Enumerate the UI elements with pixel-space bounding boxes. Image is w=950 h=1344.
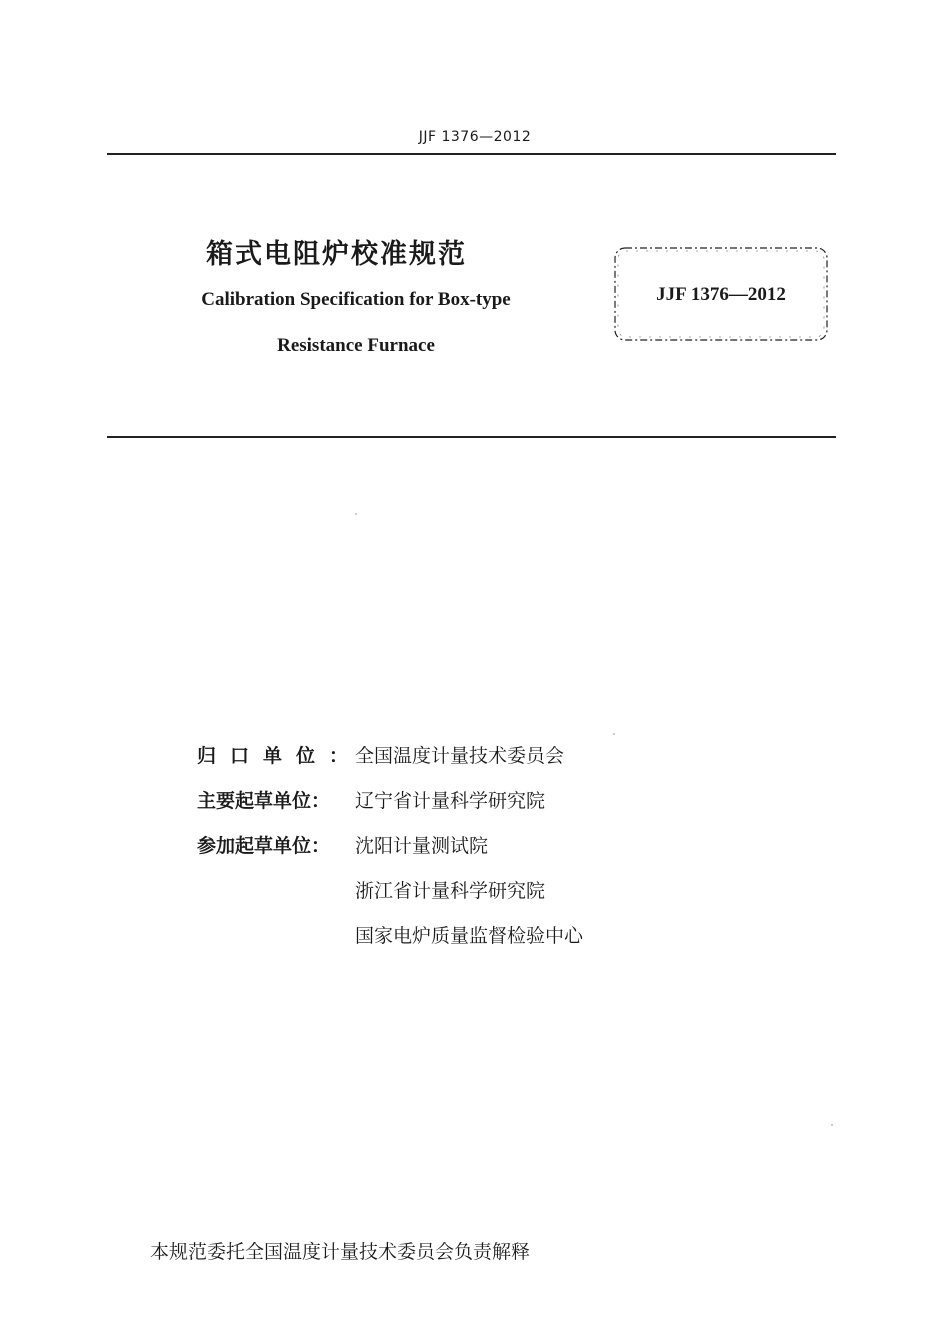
standard-code-box-text: JJF 1376—2012 (656, 284, 786, 305)
footer-interpretation-note: 本规范委托全国温度计量技术委员会负责解释 (150, 1241, 531, 1263)
title-english-line1: Calibration Specification for Box-type (201, 289, 511, 310)
scan-speck (831, 1124, 833, 1126)
org-label: 归口单位： (197, 745, 363, 767)
title-english-line2: Resistance Furnace (277, 335, 435, 356)
org-value: 辽宁省计量科学研究院 (355, 790, 546, 812)
bottom-divider (107, 436, 836, 438)
title-chinese: 箱式电阻炉校准规范 (206, 239, 467, 270)
scan-speck (355, 513, 357, 515)
standard-code-box (611, 244, 831, 344)
header-standard-code: JJF 1376—2012 (418, 129, 532, 145)
org-value: 全国温度计量技术委员会 (355, 745, 565, 767)
org-value: 国家电炉质量监督检验中心 (355, 925, 584, 947)
scan-speck (613, 733, 615, 735)
org-label: 主要起草单位： (197, 790, 331, 812)
org-value: 沈阳计量测试院 (355, 835, 489, 857)
org-value: 浙江省计量科学研究院 (355, 880, 546, 902)
org-label: 参加起草单位： (197, 835, 331, 857)
top-divider (107, 153, 836, 155)
